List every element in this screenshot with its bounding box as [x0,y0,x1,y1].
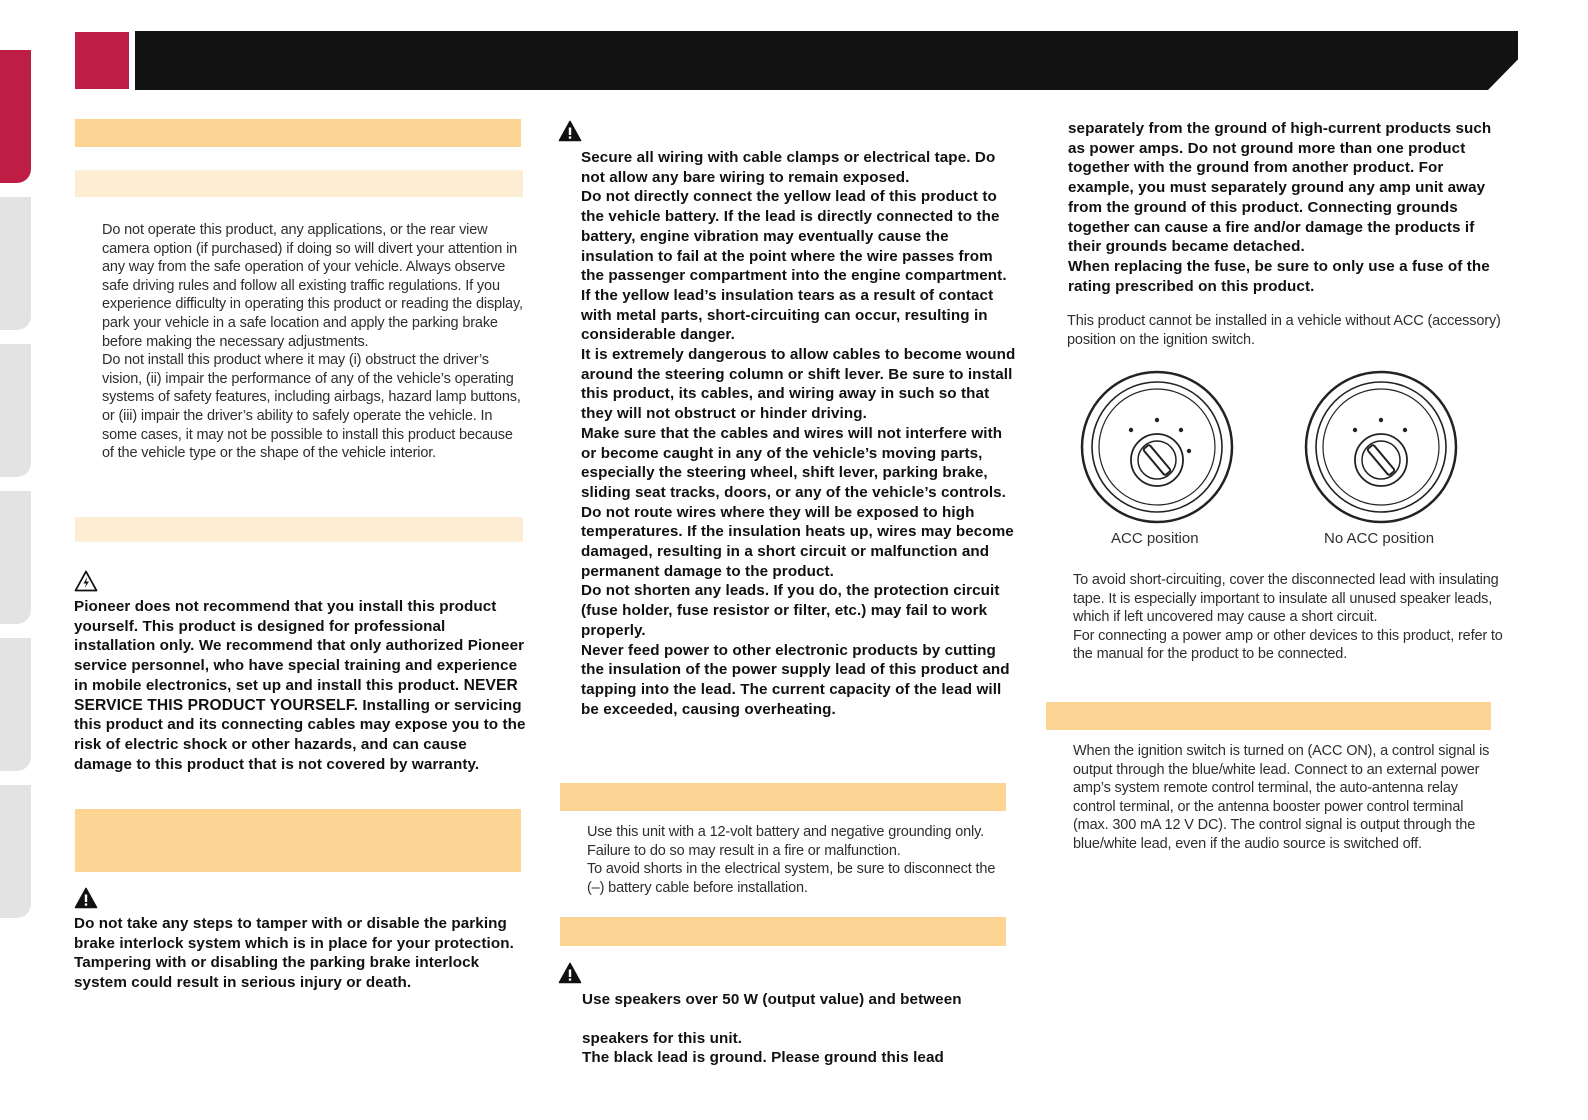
section-bar-speakers [560,917,1006,946]
no-acc-position-label: No ACC position [1324,530,1435,547]
wiring-warning-3: It is extremely dangerous to allow cables to become wound around the steering column or shift lever. Be sure to install this product, its cables, and wiring away in such so that they will not obstruct or hinder driving. [581,346,1016,423]
warning-triangle-icon [558,120,582,142]
fuse-warning: When replacing the fuse, be sure to only use a fuse of the rating prescribed on this product. [1068,257,1490,295]
no-acc-ignition-switch-illustration [1301,367,1461,527]
section-bar-precautions [75,119,521,147]
wiring-warning-5: Do not route wires where they will be exposed to high temperatures. If the insulation heats up, wires may become damaged, resulting in a short circuit or malfunction and permanent damage to the product. [581,503,1014,580]
driving-safety-text [102,221,526,463]
speakers-line-1: Use speakers over 50 W (output value) and between [582,991,962,1008]
acc-note-text [1067,312,1503,349]
short-circuit-para-1: To avoid short-circuiting, cover the disconnected lead with insulating tape. It is especially important to insulate all unused speaker leads, which if left uncovered may cause a short circuit. [1073,572,1499,626]
parking-brake-warning: Do not take any steps to tamper with or disable the parking brake interlock system which is in place for your protection. Tampering with or disabling the parking brake interlock system could result in serious injury or death. [74,915,514,992]
section-bar-control-signal [1046,702,1491,730]
acc-ignition-switch-illustration [1077,367,1237,527]
control-signal-text [1073,742,1497,854]
side-tab-2[interactable] [0,197,31,330]
never-service-warning: NEVER SERVICE THIS PRODUCT YOURSELF. [74,676,518,714]
parking-brake-text [74,914,526,993]
professional-install-part-a: Pioneer does not recommend that you install this product yourself. This product is designed for professional installation only. We recommend that only authorized Pioneer service personnel, who have special training and experience in mobile electronics, set up and install this product. [74,598,525,694]
section-bar-battery [560,783,1006,811]
section-bar-parking-brake [75,809,521,872]
side-tab-current[interactable] [0,50,31,183]
wiring-warning-6: Do not shorten any leads. If you do, the protection circuit (fuse holder, fuse resistor or filter, etc.) may fail to work properly. [581,582,1000,639]
wiring-warnings [581,148,1017,719]
control-signal-para: When the ignition switch is turned on (ACC ON), a control signal is output through the blue/white lead. Connect to an external power amp’s system remote control terminal, the auto-antenna relay control terminal, or the antenna booster power control terminal (max. 300 mA 12 V DC). The control signal is output through the blue/white lead, even if the audio source is switched off. [1073,743,1490,852]
driving-safety-para-2: Do not install this product where it may (i) obstruct the driver’s vision, (ii) impair the performance of any of the vehicle’s operating systems of safety features, including airbags, hazard lamp buttons, or (iii) impair the driver’s ability to safely operate the vehicle. In some cases, it may not be possible to install this product because of the vehicle type or the shape of the vehicle interior. [102,352,521,462]
side-tab-6[interactable] [0,785,31,918]
speakers-text [582,990,1018,1068]
battery-para-2: To avoid shorts in the electrical system, be sure to disconnect the (–) battery cable before installation. [587,861,996,896]
side-tab-3[interactable] [0,344,31,477]
chapter-title-bar [135,31,1518,90]
speakers-line-2: speakers for this unit. [582,1029,743,1047]
wiring-warning-7: Never feed power to other electronic products by cutting the insulation of the power supply lead of this product and tapping into the lead. The current capacity of the lead will be exceeded, causing overheating. [581,641,1010,718]
driving-safety-para-1: Do not operate this product, any applications, or the rear view camera option (if purchased) if doing so will divert your attention in any way from the safe operation of your vehicle. Always observe safe driving rules and follow all existing traffic regulations. If you experience difficulty in operating this product or reading the display, park your vehicle in a safe location and apply the parking brake before making the necessary adjustments. [102,222,523,350]
wiring-warning-4: Make sure that the cables and wires will not interfere with or become caught in any of the vehicle’s moving parts, especially the steering wheel, shift lever, parking brake, sliding seat tracks, doors, or any of the vehicle’s controls. [581,424,1007,501]
warning-triangle-icon [558,962,582,984]
battery-text [587,823,1007,897]
warning-triangle-icon [74,887,98,909]
acc-note: This product cannot be installed in a vehicle without ACC (accessory) position on the ignition switch. [1067,313,1501,348]
short-circuit-text [1073,571,1503,664]
electric-hazard-icon [74,570,98,592]
wiring-warning-2: Do not directly connect the yellow lead of this product to the vehicle battery. If the lead is directly connected to the battery, engine vibration may eventually cause the insulation to fail at the point where the wire passes from the passenger compartment into the engine compartment. If the yellow lead’s insulation tears as a result of contact with metal parts, short-circuiting can occur, resulting in considerable danger. [581,188,1007,344]
wiring-warning-1: Secure all wiring with cable clamps or electrical tape. Do not allow any bare wiring to remain exposed. [581,149,996,186]
professional-install-text [74,597,526,774]
ground-continued: separately from the ground of high-current products such as power amps. Do not ground more than one product together with the ground from another product. For example, you must separately ground any amp unit away from the ground of this product. Connecting grounds together can cause a fire and/or damage the products if their grounds became detached. [1068,120,1492,256]
short-circuit-para-2: For connecting a power amp or other devices to this product, refer to the manual for the product to be connected. [1073,627,1503,663]
battery-para-1: Use this unit with a 12-volt battery and negative grounding only. Failure to do so may result in a fire or malfunction. [587,824,985,859]
side-tab-4[interactable] [0,491,31,624]
acc-position-label: ACC position [1111,530,1199,547]
ground-continued-text [1068,119,1504,296]
ground-line-start: The black lead is ground. Please ground this lead [582,1049,944,1067]
professional-install-part-c: Installing or servicing this product and its connecting cables may expose you to the risk of electric shock or other hazards, and can cause damage to this product that is not covered by warranty. [74,696,526,773]
side-tab-5[interactable] [0,638,31,771]
subsection-bar-installation [75,517,523,542]
subsection-bar-driving [75,170,523,197]
chapter-number-block [75,32,129,89]
